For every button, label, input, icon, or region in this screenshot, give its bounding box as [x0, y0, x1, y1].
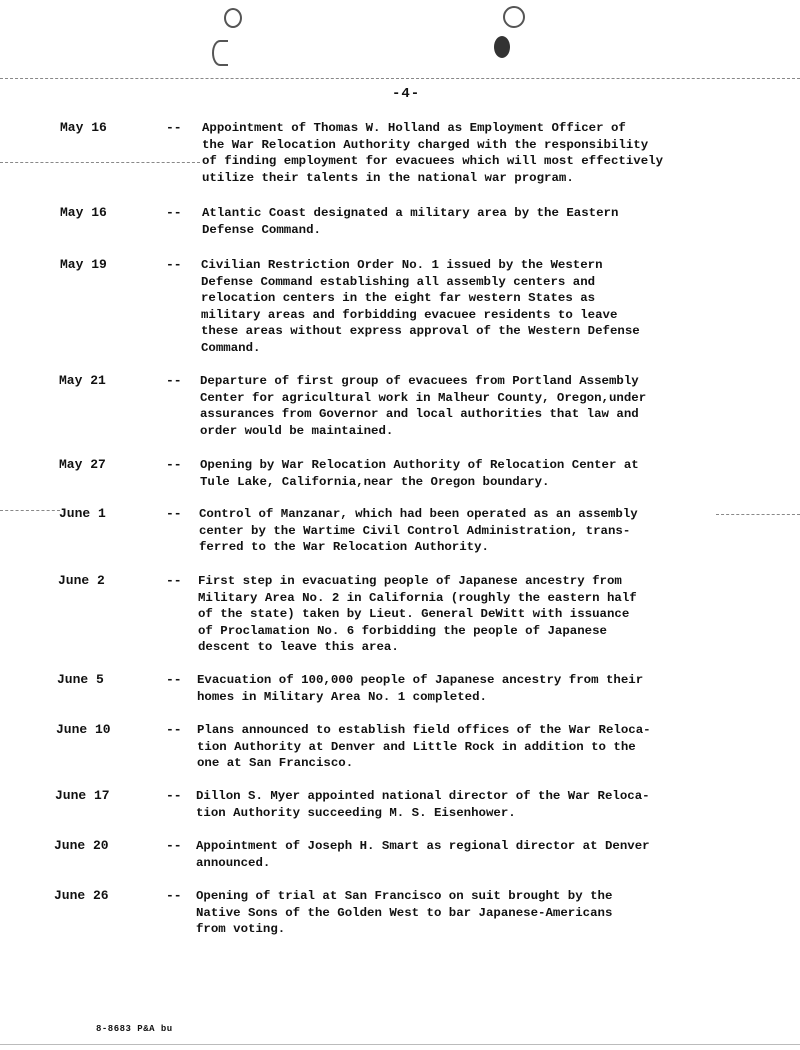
entry-date: May 19 — [60, 257, 107, 272]
entry-text: Evacuation of 100,000 people of Japanese ancestry from their homes in Military Area No. 1 completed. — [197, 673, 644, 704]
page-number: -4- — [392, 86, 421, 102]
punch-hole-mark — [503, 6, 525, 28]
entry-text: Civilian Restriction Order No. 1 issued by the Western Defense Command establishing all assembly centers and relocation centers in the eight far western States as military areas and forbidding evacuee residents to leave these areas without express approval of the Western Defense Command. — [201, 258, 640, 355]
entry-text: Appointment of Thomas W. Holland as Employment Officer of the War Relocation Authority charged with the responsibility of finding employment for evacuees which will most effectively utilize their talents in the national war program. — [202, 121, 664, 185]
entry-dash: -- — [166, 120, 182, 135]
entry-dash: -- — [166, 838, 182, 853]
entry-date: May 21 — [59, 373, 106, 388]
entry-date: June 20 — [54, 838, 109, 853]
entry-text: First step in evacuating people of Japanese ancestry from Military Area No. 2 in California (roughly the eastern half of the state) taken by Lieut. General DeWitt with issuance of Proclamation No. 6 forbidding the people of Japanese descent to leave this area. — [198, 574, 637, 655]
entry-dash: -- — [166, 457, 182, 472]
punch-hole-mark — [494, 36, 510, 58]
entry-text: Dillon S. Myer appointed national director of the War Reloca- tion Authority succeeding M. S. Eisenhower. — [196, 789, 650, 820]
entry-date: May 16 — [60, 205, 107, 220]
entry-text: Control of Manzanar, which had been operated as an assembly center by the Wartime Civil Control Administration, trans- ferred to the War Relocation Authority. — [199, 507, 638, 555]
entry-date: June 5 — [57, 672, 104, 687]
entry-dash: -- — [166, 672, 182, 687]
entry-date: June 17 — [55, 788, 110, 803]
punch-hole-mark — [212, 40, 228, 66]
entry-dash: -- — [166, 888, 182, 903]
entry-dash: -- — [166, 722, 182, 737]
entry-dash: -- — [166, 506, 182, 521]
entry-date: June 2 — [58, 573, 105, 588]
entry-date: June 1 — [59, 506, 106, 521]
entry-text: Atlantic Coast designated a military area by the Eastern Defense Command. — [202, 206, 619, 237]
entry-text: Opening by War Relocation Authority of Relocation Center at Tule Lake, California,near the Oregon boundary. — [200, 458, 639, 489]
entry-date: June 26 — [54, 888, 109, 903]
entry-dash: -- — [166, 257, 182, 272]
entry-date: May 27 — [59, 457, 106, 472]
entry-date: May 16 — [60, 120, 107, 135]
entry-dash: -- — [166, 573, 182, 588]
bottom-rule — [0, 1044, 800, 1045]
punch-hole-mark — [224, 8, 242, 28]
entry-dash: -- — [166, 788, 182, 803]
entry-text: Appointment of Joseph H. Smart as regional director at Denver announced. — [196, 839, 650, 870]
scan-line — [0, 510, 60, 511]
entry-dash: -- — [166, 373, 182, 388]
entry-date: June 10 — [56, 722, 111, 737]
scan-line — [0, 162, 200, 163]
scan-line — [0, 78, 800, 79]
entry-dash: -- — [166, 205, 182, 220]
entry-text: Departure of first group of evacuees from Portland Assembly Center for agricultural work in Malheur County, Oregon,under assurances from Governor and local authorities that law and order would be maintained. — [200, 374, 647, 438]
entry-text: Opening of trial at San Francisco on suit brought by the Native Sons of the Golden West to bar Japanese-Americans from voting. — [196, 889, 613, 937]
scan-line — [716, 514, 800, 515]
footer-code: 8-8683 P&A bu — [96, 1024, 173, 1034]
entry-text: Plans announced to establish field offices of the War Reloca- tion Authority at Denver and Little Rock in addition to the one at San Francisco. — [197, 723, 651, 771]
